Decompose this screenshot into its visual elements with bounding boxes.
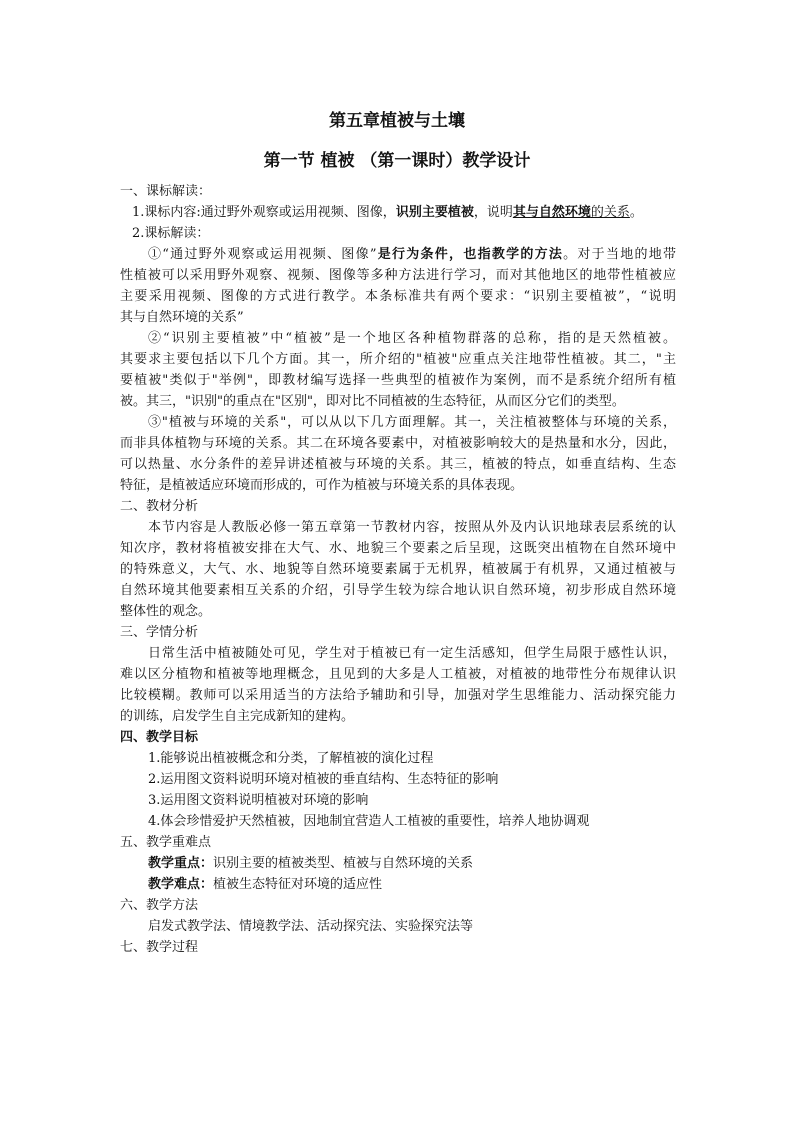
- objective-item: 4.体会珍惜爱护天然植被，因地制宜营造人工植被的重要性，培养人地协调观: [148, 814, 590, 829]
- item-text: 通过野外观察或运用视频、图像，: [200, 205, 396, 220]
- key-point-line: [148, 853, 676, 874]
- paragraph-line: 其与自然环境的关系”: [120, 310, 244, 325]
- item-text: ，说明: [473, 205, 513, 220]
- paragraph-line: 而非具体植物与环境的关系。其二在环境各要素中，对植被影响较大的是热量和水分，因此，: [120, 436, 676, 451]
- paragraph-line: 整体性的观念。: [120, 604, 212, 619]
- section-title: 第一节 植被 （第一课时）教学设计: [263, 151, 531, 171]
- item-bold-underlined-text: 其与自然环境: [512, 205, 591, 220]
- paragraph-line: 主要采用视频、图像的方式进行教学。本条标准共有两个要求：“识别主要植被”，“说明: [120, 289, 676, 304]
- paragraph-line: 比较模糊。教师可以采用适当的方法给予辅助和引导，加强对学生思维能力、活动探究能力: [120, 688, 676, 703]
- paragraph-line: 其要求主要包括以下几个方面。其一，所介绍的"植被"应重点关注地带性植被。其二，"主: [120, 352, 676, 367]
- teaching-methods-text: 启发式教学法、情境教学法、活动探究法、实验探究法等: [148, 919, 474, 934]
- item-label: 1.课标内容:: [132, 205, 201, 220]
- objective-item: 3.运用图文资料说明植被对环境的影响: [148, 793, 369, 808]
- paragraph-line: 性植被可以采用野外观察、视频、图像等多种方法进行学习，而对其他地区的地带性植被应: [120, 268, 676, 283]
- paragraph-line: [148, 244, 676, 265]
- difficult-point-line: [148, 874, 676, 895]
- item-text: 。: [629, 205, 643, 220]
- paragraph-line: 本节内容是人教版必修一第五章第一节教材内容，按照从外及内认识地球表层系统的认: [148, 520, 676, 535]
- heading-textbook-analysis: 二、教材分析: [120, 499, 199, 514]
- paragraph-line: 可以热量、水分条件的差异讲述植被与环境的关系。其三，植被的特点，如垂直结构、生态: [120, 457, 676, 472]
- paragraph-line: 的特殊意义，大气、水、地貌等自然环境要素属于无机界，植被属于有机界，又通过植被与: [120, 562, 676, 577]
- curriculum-interpretation-label: 2.课标解读：: [132, 226, 210, 241]
- heading-teaching-process: 七、教学过程: [120, 940, 199, 955]
- paragraph-line: 自然环境其他要素相互关系的介绍，引导学生较为综合地认识自然环境，初步形成自然环境: [120, 583, 676, 598]
- paragraph-line: 日常生活中植被随处可见，学生对于植被已有一定生活感知，但学生局限于感性认识，: [148, 646, 676, 661]
- paragraph-line: 难以区分植物和植被等地理概念，且见到的大多是人工植被，对植被的地带性分布规律认识: [120, 667, 676, 682]
- paragraph-line: 被。其三，"识别"的重点在"区别"，即对比不同植被的生态特征，从而区分它们的类型。: [120, 394, 625, 409]
- paragraph-line: ③"植被与环境的关系"，可以从以下几方面理解。其一，关注植被整体与环境的关系，: [148, 415, 676, 430]
- heading-curriculum-interpretation: 一、课标解读：: [120, 184, 212, 199]
- objective-item: 2.运用图文资料说明环境对植被的垂直结构、生态特征的影响: [148, 772, 499, 787]
- heading-key-difficult-points: 五、教学重难点: [120, 835, 212, 850]
- chapter-title: 第五章植被与土壤: [329, 111, 465, 131]
- paragraph-line: 知次序，教材将植被安排在大气、水、地貌三个要素之后呈现，这既突出植物在自然环境中: [120, 541, 676, 556]
- bold-text: 是行为条件，也指教学的方法: [376, 247, 564, 262]
- heading-teaching-methods: 六、教学方法: [120, 898, 199, 913]
- paragraph-line: 的训练，启发学生自主完成新知的建构。: [120, 709, 355, 724]
- difficult-point-text: 植被生态特征对环境的适应性: [213, 877, 383, 892]
- paragraph-line: 特征，是植被适应环境而形成的，可作为植被与环境关系的具体表现。: [120, 478, 524, 493]
- quote-text: ①“通过野外观察或运用视频、图像”: [148, 247, 377, 262]
- paragraph-line: ②“识别主要植被”中“植被”是一个地区各种植物群落的总称，指的是天然植被。: [148, 331, 676, 346]
- heading-teaching-objectives: 四、教学目标: [120, 730, 199, 745]
- key-point-label: 教学重点：: [148, 856, 214, 871]
- heading-student-analysis: 三、学情分析: [120, 625, 199, 640]
- paragraph-line: 要植被"类似于"举例"，即教材编写选择一些典型的植被作为案例，而不是系统介绍所有植: [120, 373, 676, 388]
- objective-item: 1.能够说出植被概念和分类，了解植被的演化过程: [148, 751, 434, 766]
- curriculum-content-line: [132, 202, 682, 223]
- key-point-text: 识别主要的植被类型、植被与自然环境的关系: [213, 856, 474, 871]
- item-underlined-text: 的关系: [590, 205, 630, 220]
- difficult-point-label: 教学难点：: [148, 877, 214, 892]
- item-bold-text: 识别主要植被: [395, 205, 474, 220]
- text: 。对于当地的地带: [563, 247, 676, 262]
